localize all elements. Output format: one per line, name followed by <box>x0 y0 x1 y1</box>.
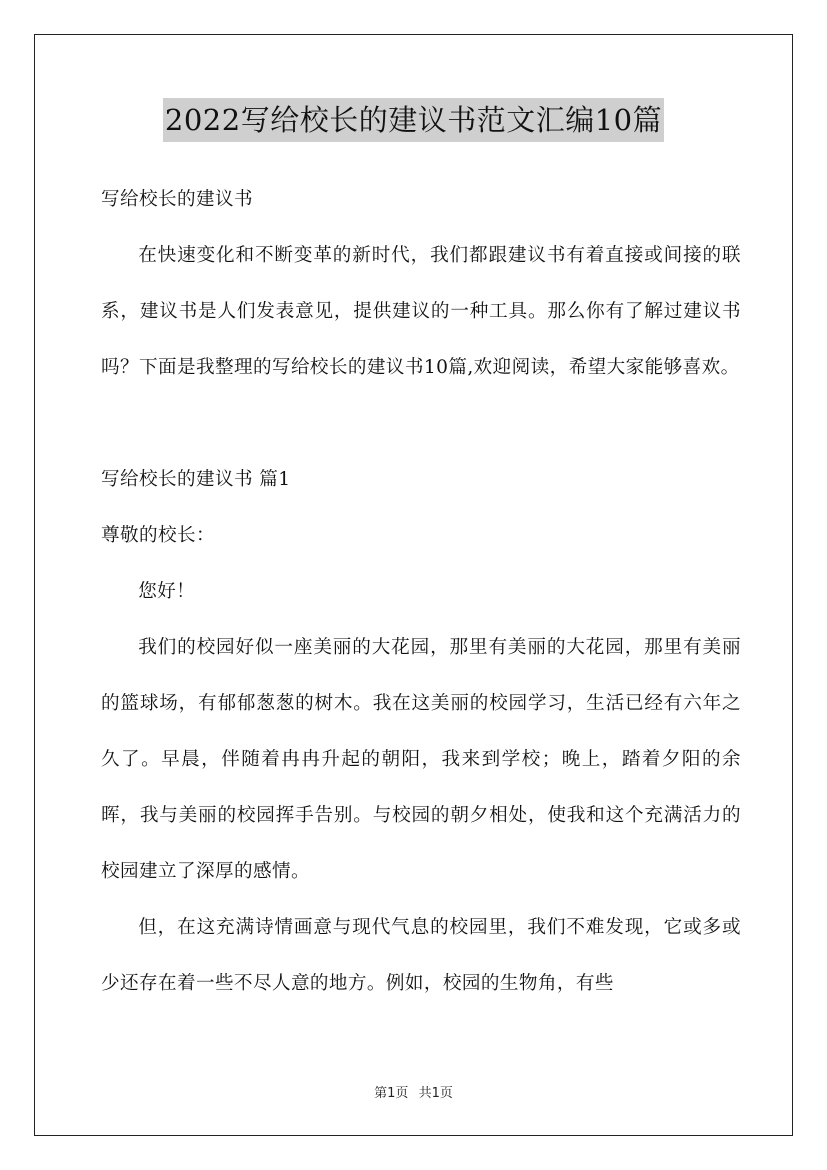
page-total: 共1页 <box>418 1086 453 1101</box>
document-body <box>101 172 741 1012</box>
salutation: 尊敬的校长： <box>101 525 215 546</box>
greeting: 您好！ <box>138 581 196 602</box>
title-container <box>0 98 827 142</box>
page-number: 第1页 <box>374 1086 409 1101</box>
article-heading: 写给校长的建议书 篇1 <box>101 469 291 490</box>
intro-paragraph: 在快速变化和不断变革的新时代，我们都跟建议书有着直接或间接的联系，建议书是人们发表意见，提供建议的一种工具。那么你有了解过建议书吗？下面是我整理的写给校长的建议书10篇,欢迎阅读，希望大家能够喜欢。 <box>101 245 741 378</box>
page-footer <box>0 1082 827 1101</box>
section-heading: 写给校长的建议书 <box>101 189 253 210</box>
body-paragraph-2: 但，在这充满诗情画意与现代气息的校园里，我们不难发现，它或多或少还存在着一些不尽人意的地方。例如，校园的生物角，有些 <box>101 917 741 994</box>
body-paragraph-1: 我们的校园好似一座美丽的大花园，那里有美丽的大花园，那里有美丽的篮球场，有郁郁葱葱的树木。我在这美丽的校园学习，生活已经有六年之久了。早晨，伴随着冉冉升起的朝阳，我来到学校；晚上，踏着夕阳的余晖，我与美丽的校园挥手告别。与校园的朝夕相处，使我和这个充满活力的校园建立了深厚的感情。 <box>101 637 741 882</box>
paragraph-spacer <box>101 396 741 452</box>
document-title: 2022写给校长的建议书范文汇编10篇 <box>163 98 664 142</box>
